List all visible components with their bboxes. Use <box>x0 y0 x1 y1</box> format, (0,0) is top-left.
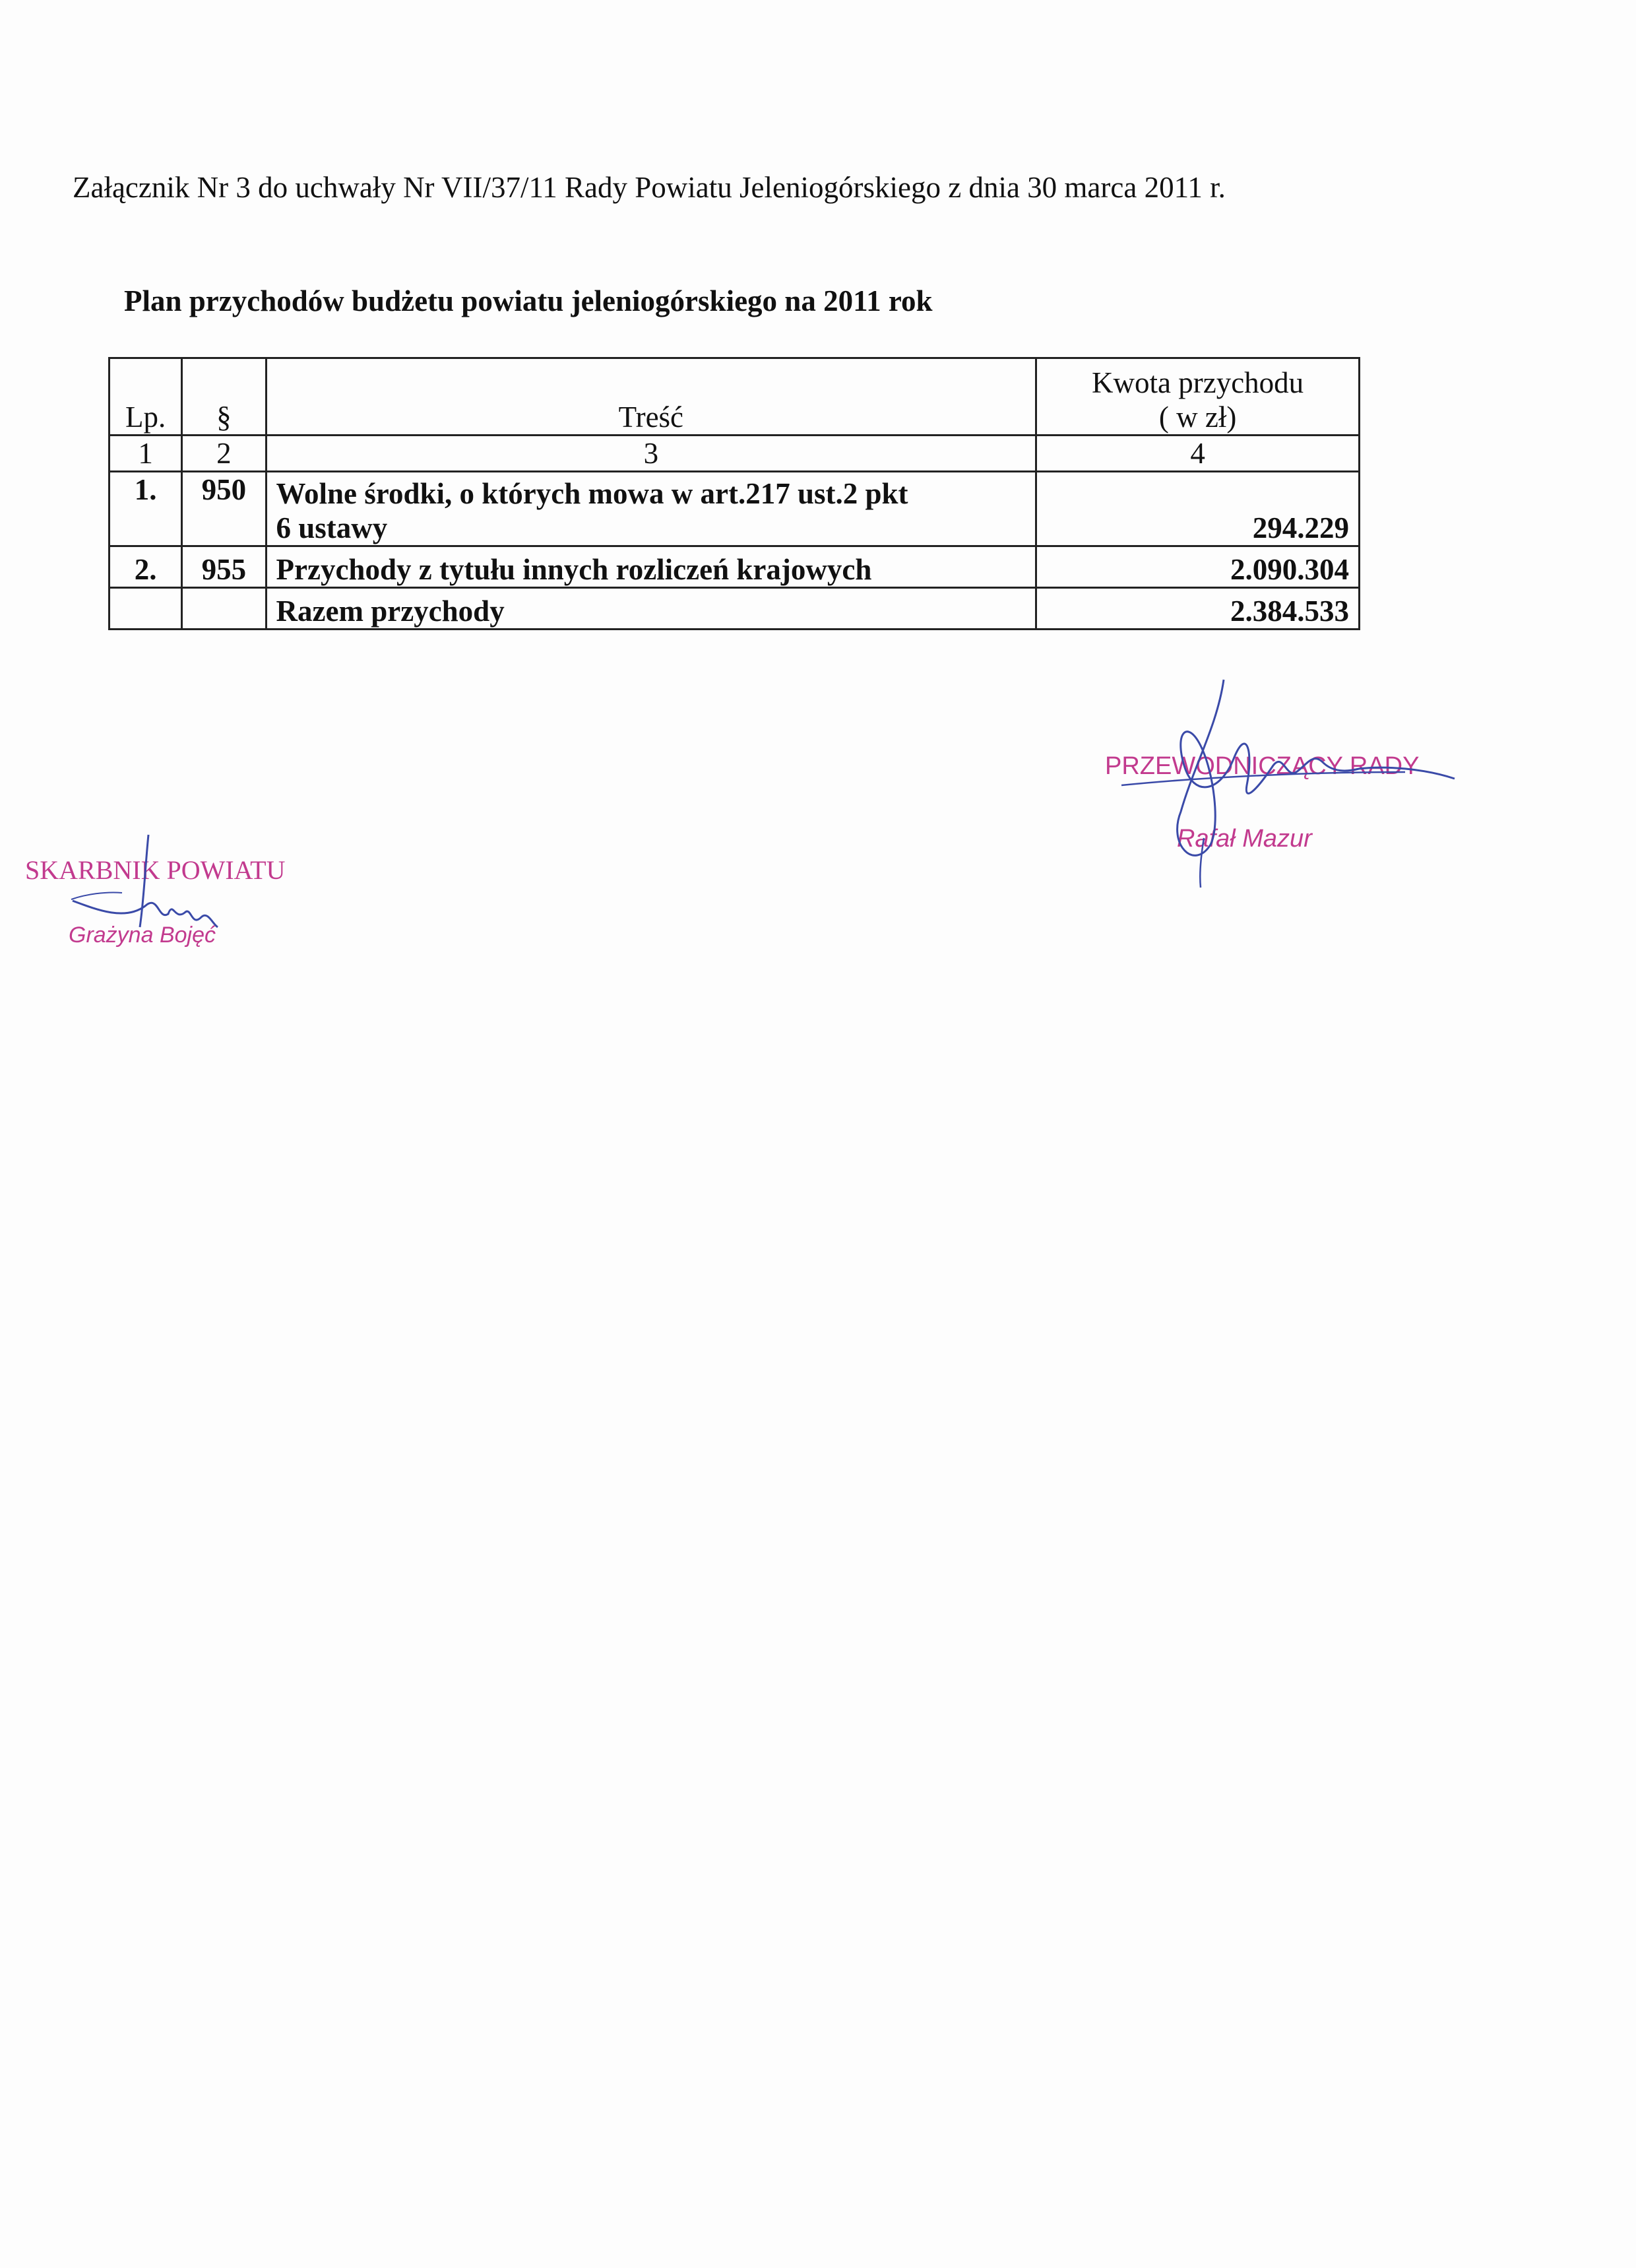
treasurer-stamp-role: SKARBNIK POWIATU <box>25 855 286 885</box>
header-amount <box>1036 358 1360 436</box>
total-label: Razem przychody <box>266 588 1036 630</box>
row-lp: 2. <box>110 546 182 588</box>
row-amount: 2.090.304 <box>1036 546 1360 588</box>
chairman-stamp-role: PRZEWODNICZĄCY RADY <box>1105 752 1420 780</box>
total-paragraph <box>182 588 266 630</box>
chairman-signature <box>1095 673 1464 891</box>
row-content <box>266 472 1036 546</box>
row-paragraph: 955 <box>182 546 266 588</box>
row-lp: 1. <box>110 472 182 546</box>
header-amount-line2: ( w zł) <box>1158 401 1237 434</box>
header-amount-line1: Kwota przychodu <box>1092 366 1304 399</box>
header-lp: Lp. <box>110 358 182 436</box>
attachment-line: Załącznik Nr 3 do uchwały Nr VII/37/11 Rady Powiatu Jeleniogórskiego z dnia 30 marca 2011 r. <box>73 171 1226 204</box>
revenue-table <box>108 357 1360 630</box>
table-header-row <box>110 358 1360 436</box>
treasurer-stamp-name: Grażyna Bojęć <box>69 923 216 948</box>
column-number: 1 <box>110 436 182 472</box>
chairman-stamp-name: Rafał Mazur <box>1177 825 1312 853</box>
table-row <box>110 472 1360 546</box>
column-number-row <box>110 436 1360 472</box>
column-number: 3 <box>266 436 1036 472</box>
total-row <box>110 588 1360 630</box>
column-number: 2 <box>182 436 266 472</box>
document-title: Plan przychodów budżetu powiatu jeleniogórskiego na 2011 rok <box>124 284 933 317</box>
total-lp <box>110 588 182 630</box>
table-row <box>110 546 1360 588</box>
row-amount: 294.229 <box>1036 472 1360 546</box>
header-paragraph: § <box>182 358 266 436</box>
row-content-line1: Wolne środki, o których mowa w art.217 ust.2 pkt <box>276 477 908 510</box>
row-paragraph: 950 <box>182 472 266 546</box>
header-content: Treść <box>266 358 1036 436</box>
column-number: 4 <box>1036 436 1360 472</box>
row-content: Przychody z tytułu innych rozliczeń krajowych <box>266 546 1036 588</box>
total-amount: 2.384.533 <box>1036 588 1360 630</box>
row-content-line2: 6 ustawy <box>276 511 388 544</box>
treasurer-signature <box>59 828 244 954</box>
